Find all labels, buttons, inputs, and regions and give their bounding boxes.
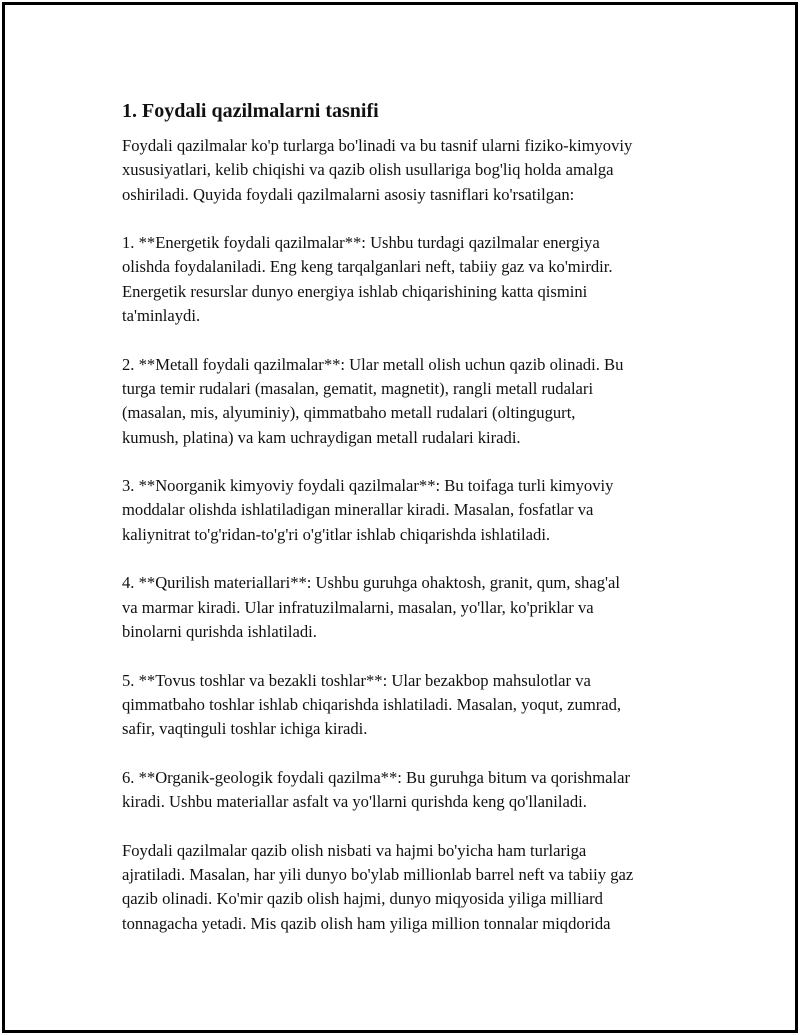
text-line: olishda foydalaniladi. Eng keng tarqalganlari neft, tabiiy gaz va ko'mirdir. <box>122 257 613 277</box>
text-line: (masalan, mis, alyuminiy), qimmatbaho metall rudalari (oltingugurt, <box>122 403 576 423</box>
document-body <box>118 97 708 960</box>
text-line: moddalar olishda ishlatiladigan minerallar kiradi. Masalan, fosfatlar va <box>122 500 594 520</box>
paragraph-organic-geologic <box>122 766 708 815</box>
text-line: binolarni qurishda ishlatiladi. <box>122 621 317 641</box>
text-line: 4. **Qurilish materiallari**: Ushbu guruhga ohaktosh, granit, qum, shag'al <box>122 573 620 593</box>
text-line: 5. **Tovus toshlar va bezakli toshlar**: Ular bezakbop mahsulotlar va <box>122 670 591 690</box>
paragraph-volume <box>122 839 708 936</box>
paragraph-inorganic <box>122 474 708 547</box>
section-heading: 1. Foydali qazilmalarni tasnifi <box>122 100 379 122</box>
text-line: Foydali qazilmalar ko'p turlarga bo'linadi va bu tasnif ularni fiziko-kimyoviy <box>122 136 633 155</box>
text-line: kaliynitrat to'g'ridan-to'g'ri o'g'itlar ishlab chiqarishda ishlatiladi. <box>122 524 551 544</box>
text-line: ajratiladi. Masalan, har yili dunyo bo'ylab millionlab barrel neft va tabiiy gaz <box>122 864 634 884</box>
text-line: Energetik resurslar dunyo energiya ishlab chiqarishining katta qismini <box>122 281 588 301</box>
page-frame <box>2 2 798 1033</box>
text-line: va marmar kiradi. Ular infratuzilmalarni, masalan, yo'llar, ko'priklar va <box>122 597 594 617</box>
text-line: oshiriladi. Quyida foydali qazilmalarni asosiy tasniflari ko'rsatilgan: <box>122 184 575 204</box>
text-line: 1. **Energetik foydali qazilmalar**: Ushbu turdagi qazilmalar energiya <box>122 233 600 253</box>
text-line: qazib olinadi. Ko'mir qazib olish hajmi, dunyo miqyosida yiligа milliard <box>122 889 603 909</box>
text-line: kumush, platina) va kam uchraydigan metall rudalari kiradi. <box>122 427 521 447</box>
paragraph-gemstones <box>122 669 708 742</box>
text-line: safir, vaqtinguli toshlar ichiga kiradi. <box>122 719 368 739</box>
text-line: kiradi. Ushbu materiallar asfalt va yo'llarni qurishda keng qo'llaniladi. <box>122 792 587 812</box>
text-line: 6. **Organik-geologik foydali qazilma**: Bu guruhga bitum va qorishmalar <box>122 767 631 787</box>
text-line: tonnagacha yetadi. Mis qazib olish ham yiliga million tonnalar miqdorida <box>122 913 611 933</box>
text-line: Foydali qazilmalar qazib olish nisbati va hajmi bo'yicha ham turlariga <box>122 840 587 860</box>
text-line: 2. **Metall foydali qazilmalar**: Ular metall olish uchun qazib olinadi. Bu <box>122 354 624 374</box>
paragraph-metal <box>122 353 708 450</box>
text-line: qimmatbaho toshlar ishlab chiqarishda ishlatiladi. Masalan, yoqut, zumrad, <box>122 694 622 714</box>
paragraph-construction <box>122 571 708 644</box>
text-line: turga temir rudalari (masalan, gematit, magnetit), rangli metall rudalari <box>122 378 594 398</box>
paragraph-intro <box>122 134 708 207</box>
text-line: xususiyatlari, kelib chiqishi va qazib olish usullariga bog'liq holda amalga <box>122 160 614 180</box>
text-line: ta'minlaydi. <box>122 306 201 326</box>
text-line: 3. **Noorganik kimyoviy foydali qazilmalar**: Bu toifaga turli kimyoviy <box>122 476 614 496</box>
paragraph-energetic <box>122 231 708 328</box>
